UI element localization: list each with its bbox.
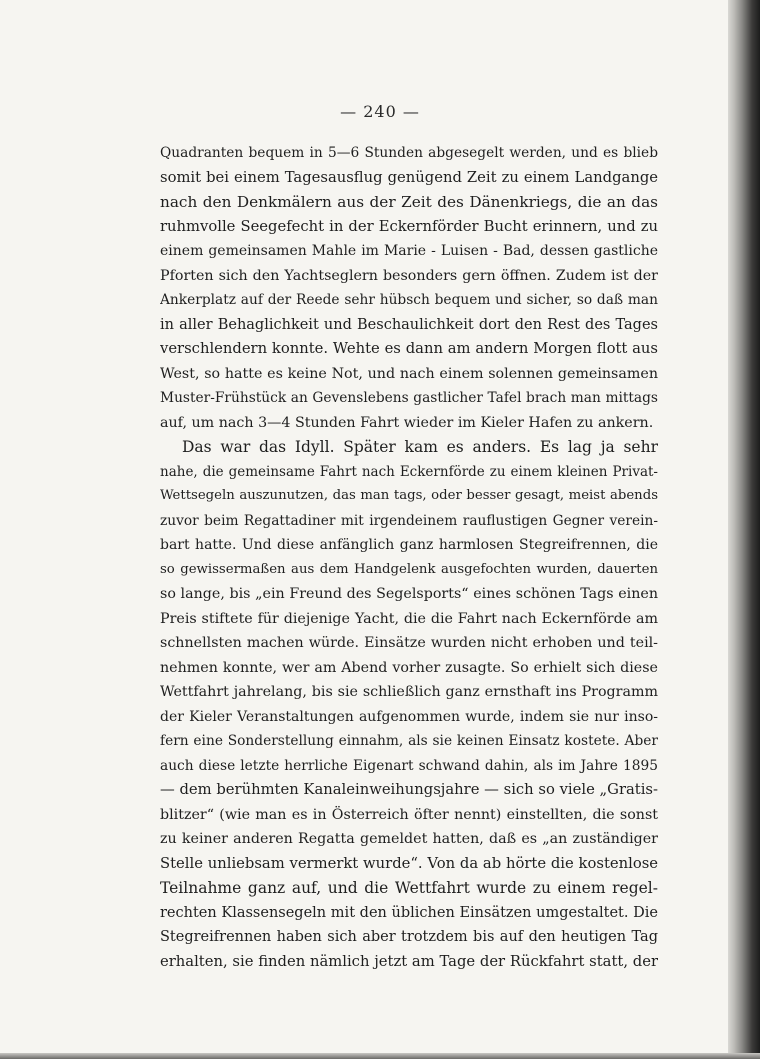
text-line: somit bei einem Tagesausflug genügend Zeit zu einem Landgange <box>160 168 658 186</box>
text-line: auch diese letzte herrliche Eigenart schwand dahin, als im Jahre 1895 <box>160 757 658 774</box>
text-line: Wettfahrt jahrelang, bis sie schließlich ganz ernsthaft ins Programm <box>160 684 658 700</box>
text-line: nehmen konnte, wer am Abend vorher zusagte. So erhielt sich diese <box>160 659 658 676</box>
text-line: Muster-Frühstück an Gevenslebens gastlicher Tafel brach man mittags <box>160 390 658 406</box>
text-line: fern eine Sonderstellung einnahm, als sie keinen Einsatz kostete. Aber <box>160 733 658 749</box>
text-line: so gewissermaßen aus dem Handgelenk ausgefochten wurden, dauerten <box>160 561 658 577</box>
text-line: Pforten sich den Yachtseglern besonders gern öffnen. Zudem ist der <box>160 267 658 284</box>
text-line: nahe, die gemeinsame Fahrt nach Eckernförde zu einem kleinen Privat- <box>160 463 658 480</box>
body-text <box>160 141 658 974</box>
text-line: so lange, bis „ein Freund des Segelsports“ eines schönen Tags einen <box>160 586 658 602</box>
text-line: Quadranten bequem in 5—6 Stunden abgesegelt werden, und es blieb <box>160 145 658 161</box>
text-line: Wettsegeln auszunutzen, das man tags, oder besser gesagt, meist abends <box>160 488 658 503</box>
text-line: West, so hatte es keine Not, und nach einem solennen gemeinsamen <box>160 365 658 382</box>
book-binding-edge <box>728 0 760 1059</box>
page-bottom-edge <box>0 1053 760 1059</box>
text-line: — dem berühmten Kanaleinweihungsjahre — sich so viele „Gratis- <box>160 781 658 798</box>
text-line: Stelle unliebsam vermerkt wurde“. Von da ab hörte die kostenlose <box>160 854 658 872</box>
paragraph-end-line: auf, um nach 3—4 Stunden Fahrt wieder im Kieler Hafen zu ankern. <box>160 414 654 431</box>
text-line: bart hatte. Und diese anfänglich ganz harmlosen Stegreifrennen, die <box>160 537 658 553</box>
paragraph-start-line: Das war das Idyll. Später kam es anders. Es lag ja sehr <box>182 438 658 456</box>
text-line: blitzer“ (wie man es in Österreich öfter nennt) einstellten, die sonst <box>160 806 658 823</box>
text-line: verschlendern konnte. Wehte es dann am andern Morgen flott aus <box>160 340 658 357</box>
text-line: nach den Denkmälern aus der Zeit des Dänenkriegs, die an das <box>160 193 658 211</box>
text-line: in aller Behaglichkeit und Beschaulichkeit dort den Rest des Tages <box>160 316 658 333</box>
text-line: schnellsten machen würde. Einsätze wurden nicht erhoben und teil- <box>160 635 658 651</box>
text-line: Preis stiftete für diejenige Yacht, die die Fahrt nach Eckernförde am <box>160 610 658 627</box>
text-line: Stegreifrennen haben sich aber trotzdem bis auf den heutigen Tag <box>160 929 658 945</box>
text-line: zuvor beim Regattadiner mit irgendeinem rauflustigen Gegner verein- <box>160 512 658 529</box>
page-number: — 240 — <box>340 102 420 121</box>
text-line: Teilnahme ganz auf, und die Wettfahrt wurde zu einem regel- <box>160 879 658 897</box>
text-line: ruhmvolle Seegefecht in der Eckernförder Bucht erinnern, und zu <box>160 217 658 235</box>
text-line: Ankerplatz auf der Reede sehr hübsch bequem und sicher, so daß man <box>160 292 658 308</box>
text-line: zu keiner anderen Regatta gemeldet hatten, daß es „an zuständiger <box>160 831 658 847</box>
text-line: erhalten, sie finden nämlich jetzt am Tage der Rückfahrt statt, der <box>160 952 658 970</box>
text-line: rechten Klassensegeln mit den üblichen Einsätzen umgestaltet. Die <box>160 904 658 921</box>
text-line: einem gemeinsamen Mahle im Marie - Luisen - Bad, dessen gastliche <box>160 243 658 259</box>
text-line: der Kieler Veranstaltungen aufgenommen wurde, indem sie nur inso- <box>160 708 658 725</box>
